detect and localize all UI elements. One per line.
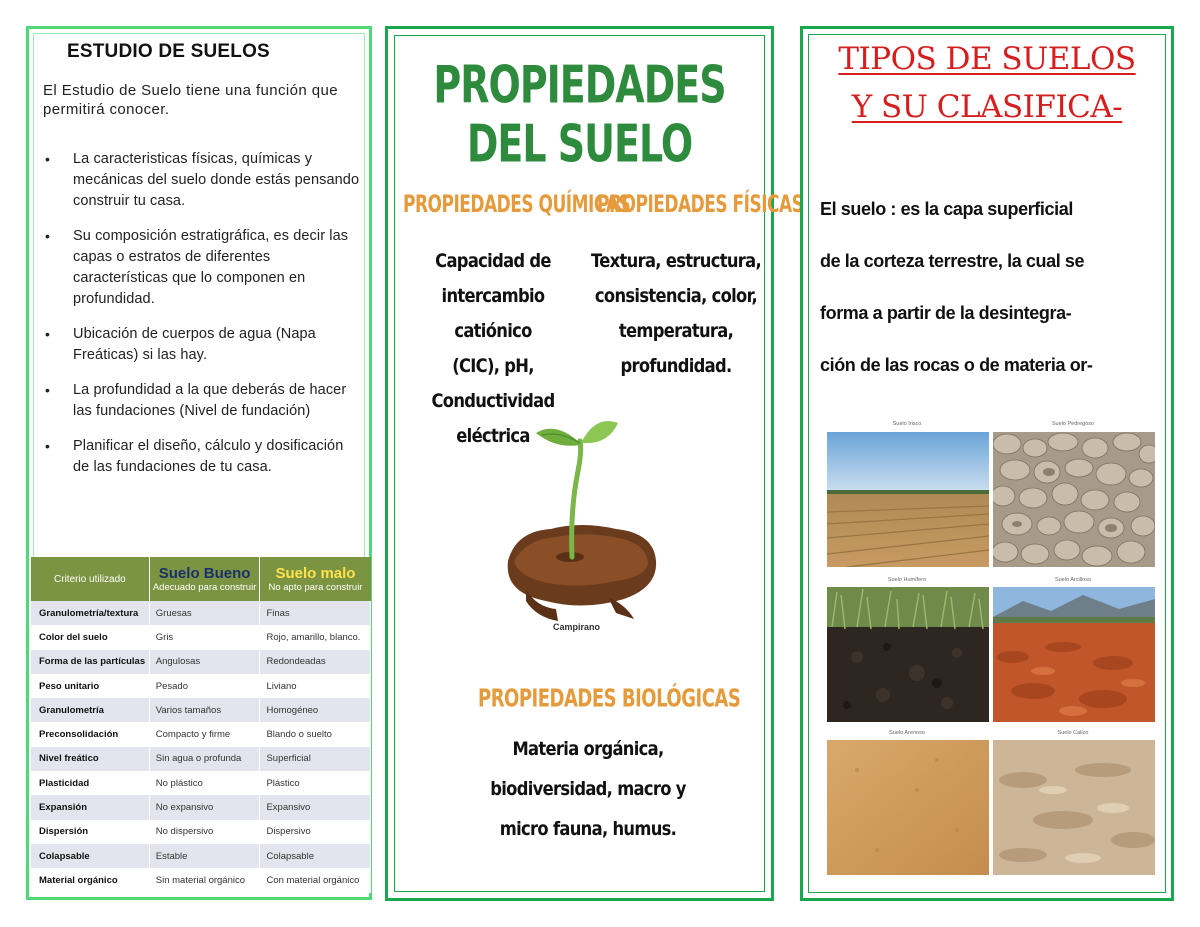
table-row bbox=[31, 722, 371, 746]
soil-caption: Suelo Humífero bbox=[887, 577, 927, 583]
quimicas-line: intercambio catiónico bbox=[441, 285, 545, 342]
list-item-text: Su composición estratigráfica, es decir las capas o estratos de diferentes características que lo componen en profundidad. bbox=[73, 228, 349, 307]
criteria-cell: Expansión bbox=[31, 795, 149, 819]
panel-propiedades bbox=[385, 26, 804, 901]
criteria-cell: Dispersión bbox=[31, 820, 149, 844]
criteria-cell: Material orgánico bbox=[31, 868, 149, 892]
bad-soil-cell: Plástico bbox=[260, 771, 371, 795]
panel3-text-line: El suelo : es la capa superficial bbox=[820, 199, 1073, 219]
quimicas-line: Capacidad de bbox=[435, 250, 551, 272]
bad-soil-subtitle: No apto para construir bbox=[268, 582, 363, 593]
plant-label: Campirano bbox=[553, 622, 601, 632]
good-soil-cell: Gris bbox=[149, 625, 260, 649]
biologicas-text bbox=[476, 729, 700, 849]
panel3-title-line-2: Y SU CLASIFICA- bbox=[851, 89, 1123, 125]
panel3-text-line: ción de las rocas o de materia or- bbox=[820, 355, 1093, 375]
table-row bbox=[31, 868, 371, 892]
good-soil-cell: Compacto y firme bbox=[149, 722, 260, 746]
criteria-cell: Color del suelo bbox=[31, 625, 149, 649]
criteria-cell: Nivel freático bbox=[31, 747, 149, 771]
good-soil-cell: Estable bbox=[149, 844, 260, 868]
table-row bbox=[31, 747, 371, 771]
bad-soil-cell: Liviano bbox=[260, 674, 371, 698]
bullet-icon: • bbox=[45, 326, 51, 342]
table-row bbox=[31, 795, 371, 819]
list-item bbox=[43, 380, 361, 422]
good-soil-cell: No plástico bbox=[149, 771, 260, 795]
bad-soil-cell: Expansivo bbox=[260, 795, 371, 819]
list-item bbox=[43, 436, 361, 478]
biologicas-line: micro fauna, humus. bbox=[499, 818, 677, 840]
table-row bbox=[31, 650, 371, 674]
soil-caption: Suelo Arenoso bbox=[889, 730, 925, 736]
bad-soil-header bbox=[260, 557, 371, 601]
panel3-title-line-1: TIPOS DE SUELOS bbox=[838, 41, 1136, 77]
fisicas-line: temperatura, bbox=[618, 320, 734, 342]
bad-soil-title: Suelo malo bbox=[275, 565, 356, 582]
criteria-cell: Plasticidad bbox=[31, 771, 149, 795]
good-soil-cell: Sin material orgánico bbox=[149, 868, 260, 892]
list-item bbox=[43, 149, 361, 212]
table-row bbox=[31, 771, 371, 795]
good-soil-header bbox=[149, 557, 260, 601]
fisicas-heading: PROPIEDADES FÍSICAS bbox=[597, 191, 804, 219]
soil-criteria-table bbox=[31, 557, 371, 893]
bad-soil-cell: Superficial bbox=[260, 747, 371, 771]
bad-soil-cell: Redondeadas bbox=[260, 650, 371, 674]
soil-caption: Suelo Irisco bbox=[892, 421, 922, 427]
list-item-text: La caracteristicas físicas, químicas y mecánicas del suelo donde estás pensando construir tu casa. bbox=[73, 151, 360, 209]
bad-soil-cell: Colapsable bbox=[260, 844, 371, 868]
quimicas-line: (CIC), pH, Conductividad bbox=[431, 355, 555, 412]
good-soil-cell: Angulosas bbox=[149, 650, 260, 674]
good-soil-cell: Sin agua o profunda bbox=[149, 747, 260, 771]
soil-photo-pebbles bbox=[993, 432, 1155, 567]
list-item-text: Ubicación de cuerpos de agua (Napa Freáticas) si las hay. bbox=[73, 326, 316, 363]
soil-photo-sand bbox=[827, 740, 989, 875]
biologicas-line: Materia orgánica, bbox=[512, 738, 664, 760]
list-item bbox=[43, 226, 361, 310]
table-header-row bbox=[31, 557, 371, 601]
table-row bbox=[31, 698, 371, 722]
criteria-cell: Granulometría bbox=[31, 698, 149, 722]
good-soil-cell: No dispersivo bbox=[149, 820, 260, 844]
panel3-text-line: de la corteza terrestre, la cual se bbox=[820, 251, 1085, 271]
bullet-icon: • bbox=[45, 382, 51, 398]
biologicas-heading: PROPIEDADES BIOLÓGICAS bbox=[478, 684, 741, 714]
criteria-cell: Peso unitario bbox=[31, 674, 149, 698]
bad-soil-cell: Rojo, amarillo, blanco. bbox=[260, 625, 371, 649]
criteria-cell: Granulometría/textura bbox=[31, 601, 149, 625]
panel3-text-line: forma a partir de la desintegra- bbox=[820, 303, 1072, 323]
criteria-cell: Preconsolidación bbox=[31, 722, 149, 746]
good-soil-cell: Varios tamaños bbox=[149, 698, 260, 722]
bad-soil-cell: Dispersivo bbox=[260, 820, 371, 844]
bad-soil-cell: Blando o suelto bbox=[260, 722, 371, 746]
criteria-cell: Colapsable bbox=[31, 844, 149, 868]
soil-photo-humus bbox=[827, 587, 989, 722]
bullet-icon: • bbox=[45, 151, 51, 167]
good-soil-cell: Gruesas bbox=[149, 601, 260, 625]
good-soil-title: Suelo Bueno bbox=[158, 565, 251, 582]
table-row bbox=[31, 674, 371, 698]
fisicas-line: profundidad. bbox=[620, 355, 732, 377]
good-soil-cell: No expansivo bbox=[149, 795, 260, 819]
bad-soil-cell: Homogéneo bbox=[260, 698, 371, 722]
panel1-title: ESTUDIO DE SUELOS bbox=[67, 41, 270, 62]
table-row bbox=[31, 625, 371, 649]
criteria-cell: Forma de las partículas bbox=[31, 650, 149, 674]
list-item-text: La profundidad a la que deberás de hacer las fundaciones (Nivel de fundación) bbox=[73, 382, 347, 419]
bullet-icon: • bbox=[45, 438, 51, 454]
soil-caption: Suelo Arcilloso bbox=[1054, 577, 1092, 583]
panel-estudio-de-suelos bbox=[26, 26, 372, 900]
quimicas-line: eléctrica bbox=[456, 425, 530, 447]
bullet-list bbox=[43, 149, 361, 492]
panel-tipos-de-suelos bbox=[800, 26, 1174, 901]
table-row bbox=[31, 820, 371, 844]
table-row bbox=[31, 601, 371, 625]
fisicas-line: consistencia, color, bbox=[594, 285, 758, 307]
table-body bbox=[31, 601, 371, 893]
plant-sprout-icon bbox=[496, 411, 666, 626]
criteria-header: Criterio utilizado bbox=[31, 557, 149, 601]
good-soil-subtitle: Adecuado para construir bbox=[152, 582, 257, 593]
table-row bbox=[31, 844, 371, 868]
soil-caption: Suelo Calizo bbox=[1057, 730, 1089, 736]
biologicas-line: biodiversidad, macro y bbox=[490, 778, 686, 800]
bad-soil-cell: Con material orgánico bbox=[260, 868, 371, 892]
good-soil-cell: Pesado bbox=[149, 674, 260, 698]
panel1-intro: El Estudio de Suelo tiene una función que permitirá conocer. bbox=[43, 82, 338, 118]
list-item-text: Planificar el diseño, cálculo y dosificación de las fundaciones de tu casa. bbox=[73, 438, 344, 475]
quimicas-heading: PROPIEDADES QUÍMICAS bbox=[403, 191, 631, 219]
panel2-title: PROPIEDADES DEL SUELO bbox=[433, 55, 726, 174]
fisicas-line: Textura, estructura, bbox=[590, 250, 761, 272]
soil-photo-limestone bbox=[993, 740, 1155, 875]
soil-photo-clay bbox=[993, 587, 1155, 722]
list-item bbox=[43, 324, 361, 366]
soil-caption: Suelo Pedregoso bbox=[1051, 421, 1095, 427]
fisicas-text bbox=[590, 244, 762, 384]
bullet-icon: • bbox=[45, 228, 51, 244]
soil-photo-field bbox=[827, 432, 989, 567]
bad-soil-cell: Finas bbox=[260, 601, 371, 625]
soil-types-grid bbox=[825, 417, 1165, 887]
